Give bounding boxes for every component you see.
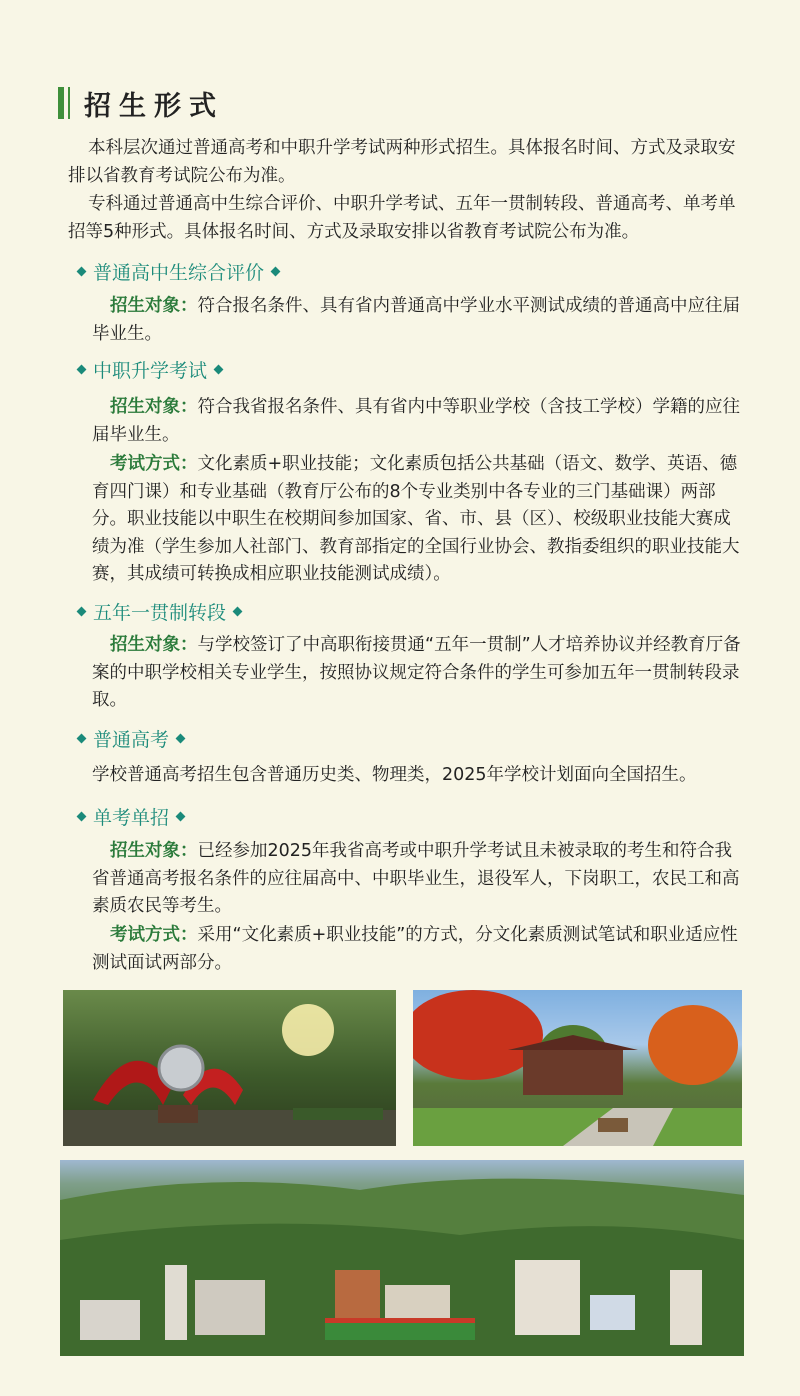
section-heading-label: 普通高考 bbox=[93, 729, 170, 751]
diamond-icon bbox=[214, 365, 224, 375]
diamond-icon bbox=[176, 812, 186, 822]
section-heading-comprehensive bbox=[78, 258, 279, 285]
intro-paragraph-2: 专科通过普通高中生综合评价、中职升学考试、五年一贯制转段、普通高考、单考单招等5种形式。具体报名时间、方式及录取安排以省教育考试院公布为准。 bbox=[68, 194, 736, 242]
diamond-icon bbox=[77, 267, 87, 277]
campus-photo-garden bbox=[413, 990, 742, 1146]
field-label: 招生对象： bbox=[110, 397, 198, 417]
field-text: 符合报名条件、具有省内普通高中学业水平测试成绩的普通高中应往届毕业生。 bbox=[92, 296, 740, 344]
diamond-icon bbox=[233, 607, 243, 617]
field-label: 考试方式： bbox=[110, 925, 198, 945]
field-text: 与学校签订了中高职衔接贯通“五年一贯制”人才培养协议并经教育厅备案的中职学校相关专业学生，按照协议规定符合条件的学生可参加五年一贯制转段录取。 bbox=[92, 635, 741, 710]
field-label: 招生对象： bbox=[110, 296, 198, 316]
intro-paragraph-1: 本科层次通过普通高考和中职升学考试两种形式招生。具体报名时间、方式及录取安排以省教育考试院公布为准。 bbox=[68, 138, 736, 186]
campus-aerial-photo bbox=[60, 1160, 744, 1356]
section-heading-vocational-exam bbox=[78, 356, 222, 383]
section-body bbox=[92, 762, 747, 790]
field-text: 符合我省报名条件、具有省内中等职业学校（含技工学校）学籍的应往届毕业生。 bbox=[92, 397, 740, 445]
page-title: 招生形式 bbox=[84, 90, 224, 122]
section-heading-five-year bbox=[78, 598, 241, 625]
title-bar-thin-icon bbox=[68, 87, 70, 119]
diamond-icon bbox=[77, 812, 87, 822]
section-body bbox=[92, 394, 747, 449]
section-body bbox=[92, 293, 747, 348]
section-heading-label: 普通高中生综合评价 bbox=[93, 262, 265, 284]
diamond-icon bbox=[77, 607, 87, 617]
field-label: 考试方式： bbox=[110, 454, 198, 474]
section-body bbox=[92, 838, 747, 921]
section-heading-label: 五年一贯制转段 bbox=[93, 602, 227, 624]
section-body bbox=[92, 632, 747, 715]
diamond-icon bbox=[77, 365, 87, 375]
field-label: 招生对象： bbox=[110, 635, 198, 655]
field-text: 已经参加2025年我省高考或中职升学考试且未被录取的考生和符合我省普通高考报名条件的应往届高中、中职毕业生，退役军人，下岗职工，农民工和高素质农民等考生。 bbox=[92, 841, 740, 916]
diamond-icon bbox=[271, 267, 281, 277]
campus-photo-sculpture bbox=[63, 990, 396, 1146]
field-text: 采用“文化素质+职业技能”的方式，分文化素质测试笔试和职业适应性测试面试两部分。 bbox=[92, 925, 738, 973]
section-heading-label: 单考单招 bbox=[93, 807, 170, 829]
field-text: 文化素质+职业技能；文化素质包括公共基础（语文、数学、英语、德育四门课）和专业基础（教育厅公布的8个专业类别中各专业的三门基础课）两部分。职业技能以中职生在校期间参加国家、省、市、县（区）、校级职业技能大赛成绩为准（学生参加人社部门、教育部指定的全国行业协会、教指委组织的职业技能大赛，其成绩可转换成相应职业技能测试成绩）。 bbox=[92, 454, 740, 584]
diamond-icon bbox=[176, 734, 186, 744]
title-bar-icon bbox=[58, 87, 64, 119]
section-body bbox=[92, 922, 747, 977]
diamond-icon bbox=[77, 734, 87, 744]
section-heading-label: 中职升学考试 bbox=[93, 360, 208, 382]
field-label: 招生对象： bbox=[110, 841, 198, 861]
field-text: 学校普通高考招生包含普通历史类、物理类，2025年学校计划面向全国招生。 bbox=[92, 765, 697, 785]
section-body bbox=[92, 451, 747, 589]
section-heading-gaokao bbox=[78, 725, 184, 752]
section-title bbox=[58, 86, 224, 120]
section-heading-single-exam bbox=[78, 803, 184, 830]
